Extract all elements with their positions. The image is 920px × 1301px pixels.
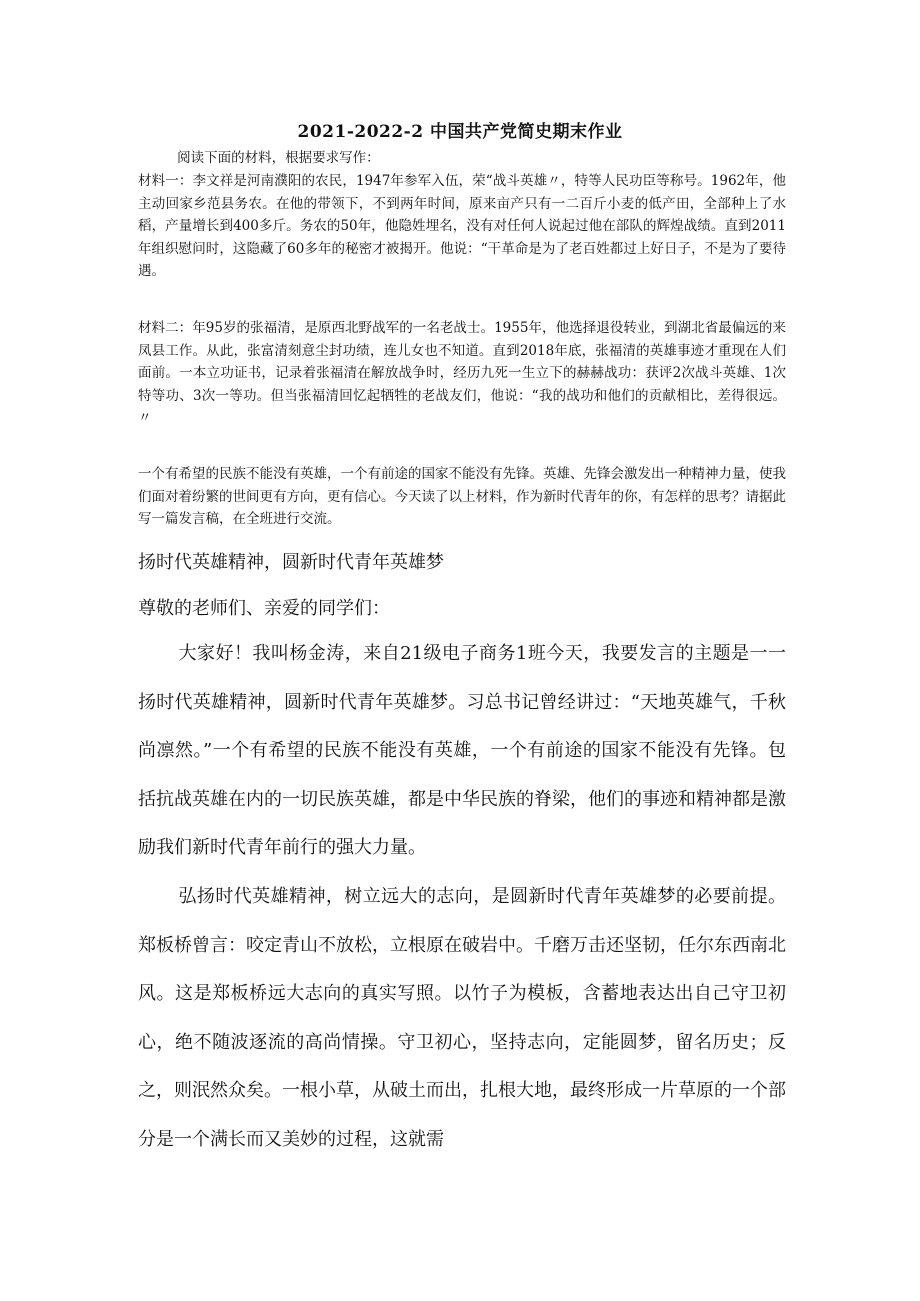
greeting-text: 尊敬的老师们、亲爱的同学们： [138,598,390,619]
intro-text: 阅读下面的材料，根据要求写作： [177,150,380,166]
material-one-text: 材料一：李文祥是河南濮阳的农民，1947年参军入伍，荣“战斗英雄〃，特等人民功臣等称号。1962年，他主动回家乡范县务农。在他的带领下，不到两年时间，原来亩产只有一二百斤小麦的低产田，全部种上了水稻，产量增长到400多斤。务农的50年，他隐姓埋名，没有对任何人说起过他在部队的辉煌战绩。直到2011年组织慰问时，这隐藏了60多年的秘密才被揭开。他说：“干革命是为了老百姓都过上好日子，不是为了要待遇。 [138,173,786,279]
material-one [138,170,786,283]
writing-task-text: 一个有希望的民族不能没有英雄，一个有前途的国家不能没有先锋。英雄、先锋会激发出一种精神力量，使我们面对着纷繁的世间更有方向，更有信心。今天读了以上材料，作为新时代青年的你，有怎样的思考？请据此写一篇发言稿，在全班进行交流。 [138,466,786,527]
essay-greeting [138,585,786,634]
essay-paragraph-2 [138,873,786,1164]
essay-paragraph-1 [138,630,786,873]
material-two [138,317,786,430]
paragraph-2-text: 弘扬时代英雄精神，树立远大的志向，是圆新时代青年英雄梦的必要前提。郑板桥曾言：咬定青山不放松，立根原在破岩中。千磨万击还坚韧，任尔东西南北风。这是郑板桥远大志向的真实写照。以竹子为模板，含蓄地表达出自己守卫初心，绝不随波逐流的高尚情操。守卫初心，坚持志向，定能圆梦，留名历史；反之，则泯然众矣。一根小草，从破土而出，扎根大地，最终形成一片草原的一个部分是一个满长而又美妙的过程，这就需 [138,886,786,1150]
essay-title-text: 扬时代英雄精神，圆新时代青年英雄梦 [138,552,444,573]
paragraph-1-text: 大家好！我叫杨金涛，来自21级电子商务1班今天，我要发言的主题是一一扬时代英雄精神，圆新时代青年英雄梦。习总书记曾经讲过：“天地英雄气，千秋尚凛然。”一个有希望的民族不能没有英雄，一个有前途的国家不能没有先锋。包括抗战英雄在内的一切民族英雄，都是中华民族的脊梁，他们的事迹和精神都是激励我们新时代青年前行的强大力量。 [138,643,786,858]
instructions [138,147,786,170]
document-title: 2021-2022-2 中国共产党简史期末作业 [297,122,623,142]
material-two-text: 材料二：年95岁的张福清，是原西北野战军的一名老战士。1955年，他选择退役转业，到湖北省最偏远的来凤县工作。从此，张富清刻意尘封功绩，连儿女也不知道。直到2018年底，张福清的英雄事迹才重现在人们面前。一本立功证书，记录着张福清在解放战争时，经历九死一生立下的赫赫战功：获评2次战斗英雄、1次特等功、3次一等功。但当张福清回忆起牺牲的老战友们，他说：“我的战功和他们的贡献相比，差得很远。〃 [138,320,786,426]
essay-title [138,539,786,588]
writing-task [138,463,786,531]
